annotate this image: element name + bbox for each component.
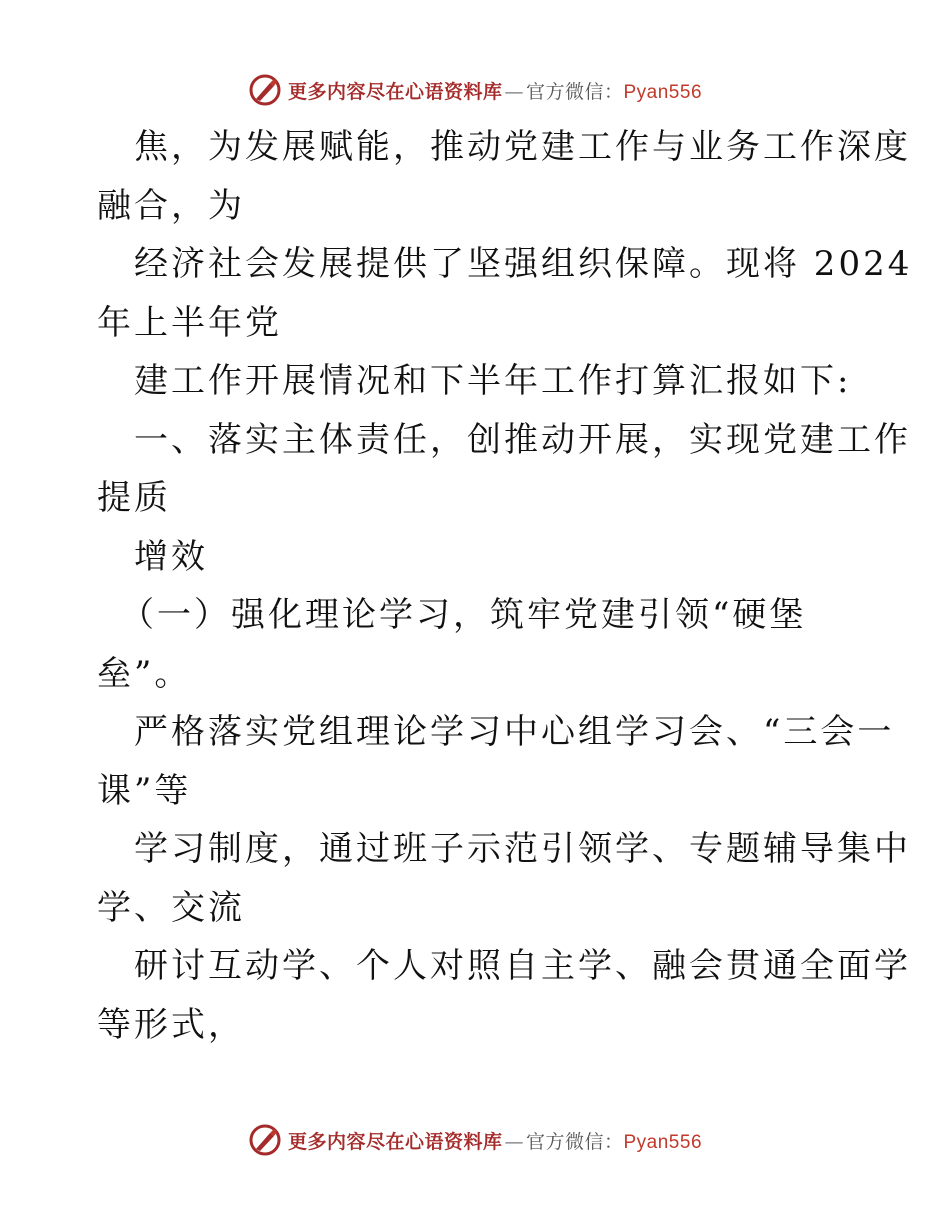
watermark-wechat-label: 官方微信： <box>525 80 624 103</box>
watermark-wechat-id: Pyan556 <box>623 81 703 103</box>
subsection-heading-line: 垒”。 <box>97 653 192 694</box>
subsection-heading-line: （一）强化理论学习，筑牢党建引领“硬堡 <box>120 595 807 635</box>
paragraph-line: 课”等 <box>97 770 192 811</box>
paragraph-line: 严格落实党组理论学习中心组学习会、“三会一 <box>134 712 895 752</box>
section-heading-line: 增效 <box>134 536 208 577</box>
paragraph-line: 年上半年党 <box>97 302 282 343</box>
paragraph-line: 建工作开展情况和下半年工作打算汇报如下: <box>134 361 852 401</box>
header-watermark <box>0 70 950 110</box>
paragraph-line: 学习制度，通过班子示范引领学、专题辅导集中 <box>134 829 911 869</box>
paragraph-line: 学、交流 <box>97 887 245 928</box>
watermark-dash: — <box>504 80 524 103</box>
watermark-brand: 更多内容尽在心语资料库 <box>287 80 503 103</box>
paragraph-line: 融合，为 <box>97 185 245 226</box>
watermark-brand: 更多内容尽在心语资料库 <box>287 1130 503 1153</box>
watermark-dash: — <box>504 1130 524 1153</box>
paragraph-line: 等形式， <box>97 1004 245 1045</box>
paragraph-line: 研讨互动学、个人对照自主学、融会贯通全面学 <box>134 946 911 986</box>
watermark-wechat-label: 官方微信： <box>525 1130 624 1153</box>
watermark-text <box>288 77 702 104</box>
watermark-wechat-id: Pyan556 <box>623 1131 703 1153</box>
section-heading-line: 提质 <box>97 478 171 518</box>
footer-watermark <box>0 1120 950 1160</box>
section-heading-line: 一、落实主体责任，创推动开展，实现党建工作 <box>134 419 911 460</box>
paragraph-line: 经济社会发展提供了坚强组织保障。现将 2024 <box>134 244 913 284</box>
paragraph-line: 焦，为发展赋能，推动党建工作与业务工作深度 <box>134 127 911 167</box>
pen-logo-icon <box>248 73 282 107</box>
watermark-text <box>288 1127 702 1154</box>
pen-logo-icon <box>248 1123 282 1157</box>
document-body <box>0 118 950 1054</box>
